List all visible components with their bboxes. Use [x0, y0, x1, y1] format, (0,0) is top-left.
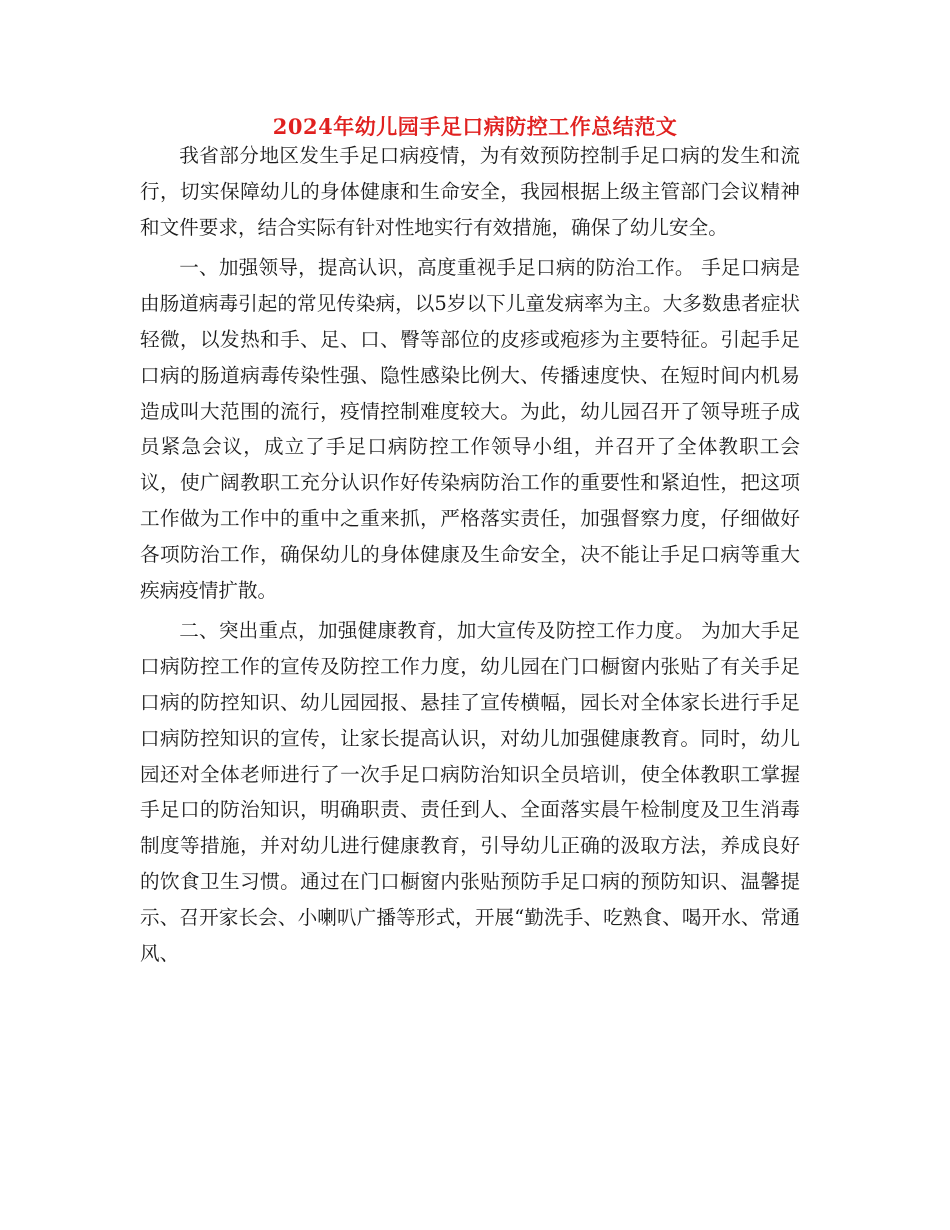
paragraph-section-2: 二、突出重点，加强健康教育，加大宣传及防控工作力度。 为加大手足口病防控工作的宣传及防控工作力度，幼儿园在门口橱窗内张贴了有关手足口病的防控知识、幼儿园园报、悬挂了宣传横幅，园长对全体家长进行手足口病防控知识的宣传，让家长提高认识，对幼儿加强健康教育。同时，幼儿园还对全体老师进行了一次手足口病防治知识全员培训，使全体教职工掌握手足口的防治知识，明确职责、责任到人、全面落实晨午检制度及卫生消毒制度等措施，并对幼儿进行健康教育，引导幼儿正确的汲取方法，养成良好的饮食卫生习惯。通过在门口橱窗内张贴预防手足口病的预防知识、温馨提示、召开家长会、小喇叭广播等形式，开展“勤洗手、吃熟食、喝开水、常通风、: [140, 619, 800, 965]
document-title: 2024年幼儿园手足口病防控工作总结范文: [272, 114, 678, 139]
document-body: [140, 138, 800, 976]
paragraph-intro: 我省部分地区发生手足口病疫情，为有效预防控制手足口病的发生和流行，切实保障幼儿的身体健康和生命安全，我园根据上级主管部门会议精神和文件要求，结合实际有针对性地实行有效措施，确保了幼儿安全。: [140, 144, 800, 239]
paragraph-section-1: 一、加强领导，提高认识，高度重视手足口病的防治工作。 手足口病是由肠道病毒引起的常见传染病，以5岁以下儿童发病率为主。大多数患者症状轻微，以发热和手、足、口、臀等部位的皮疹或疱疹为主要特征。引起手足口病的肠道病毒传染性强、隐性感染比例大、传播速度快、在短时间内机易造成叫大范围的流行，疫情控制难度较大。为此，幼儿园召开了领导班子成员紧急会议，成立了手足口病防控工作领导小组，并召开了全体教职工会议，使广阔教职工充分认识作好传染病防治工作的重要性和紧迫性，把这项工作做为工作中的重中之重来抓，严格落实责任，加强督察力度，仔细做好各项防治工作，确保幼儿的身体健康及生命安全，决不能让手足口病等重大疾病疫情扩散。: [140, 256, 800, 602]
